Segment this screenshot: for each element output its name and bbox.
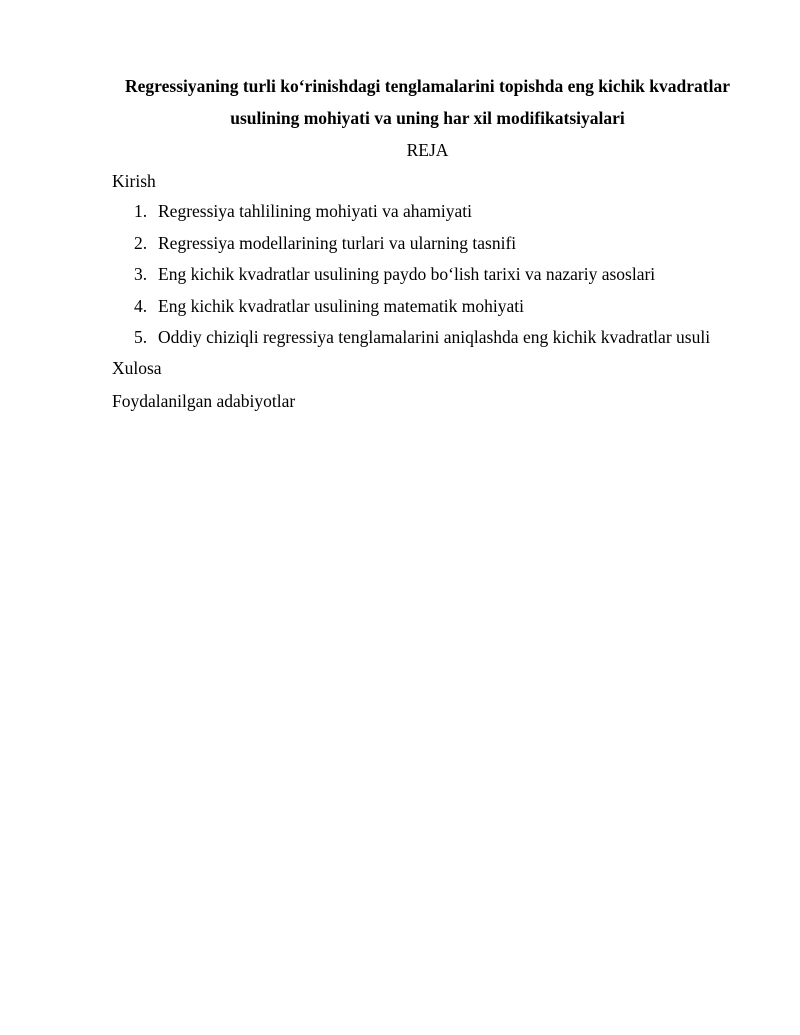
plan-list <box>112 196 710 354</box>
document-title <box>100 70 755 134</box>
title-line-2: usulining mohiyati va uning har xil modifikatsiyalari <box>230 108 625 128</box>
references-label: Foydalanilgan adabiyotlar <box>112 391 296 411</box>
list-item-text: Regressiya tahlilining mohiyati va ahamiyati <box>158 201 472 221</box>
list-item-text: Eng kichik kvadratlar usulining matematik mohiyati <box>158 295 524 316</box>
list-item-number: 3. <box>134 264 148 284</box>
intro-label: Kirish <box>112 171 156 191</box>
plan-heading: REJA <box>406 140 449 160</box>
list-item-text: Oddiy chiziqli regressiya tenglamalarini aniqlashda eng kichik kvadratlar usuli <box>158 327 711 347</box>
list-item-number: 4. <box>134 295 148 316</box>
list-item-text: Regressiya modellarining turlari va ularning tasnifi <box>158 232 517 253</box>
list-item <box>112 228 710 260</box>
conclusion-label: Xulosa <box>112 358 162 378</box>
list-item-text: Eng kichik kvadratlar usulining paydo boʻlish tarixi va nazariy asoslari <box>158 264 656 284</box>
list-item <box>112 259 710 291</box>
list-item-number: 1. <box>134 201 148 221</box>
title-line-1: Regressiyaning turli koʻrinishdagi tenglamalarini topishda eng kichik kvadratlar <box>125 76 730 96</box>
list-item-number: 5. <box>134 327 148 347</box>
list-item-number: 2. <box>134 232 148 253</box>
list-item <box>112 322 710 354</box>
list-item <box>112 291 710 323</box>
list-item <box>112 196 710 228</box>
